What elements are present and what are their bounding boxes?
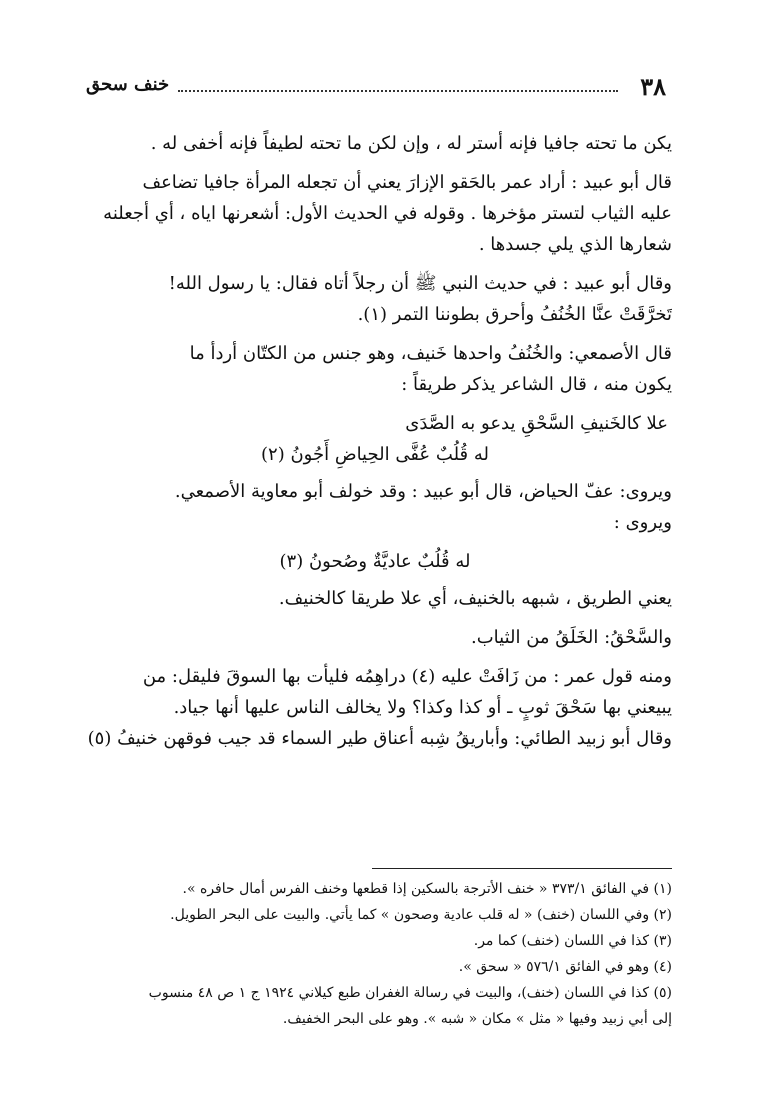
paragraph-8 [82, 661, 672, 754]
verse-line: علا كالخَنيفِ السَّحْقِ يدعو به الصَّدَى [405, 413, 668, 434]
text-line: يكون منه ، قال الشاعر يذكر طريقاً : [401, 374, 672, 395]
text-line: شعارها الذي يلي جسدها . [478, 234, 672, 255]
paragraph-1 [82, 128, 672, 159]
footnote-1: (١) في الفائق ٣٧٣/١ « خنف الأترجة بالسكين إذا قطعها وخنف الفرس أمال حافره ». [182, 881, 672, 897]
footnote-5-continued: إلى أبي زبيد وفيها « مثل » مكان « شبه ». وهو على البحر الخفيف. [282, 1011, 672, 1027]
verse-1 [82, 408, 672, 470]
text-line: تَخرَّقَتْ عنَّا الخُنُفُ وأحرق بطوننا التمر (١). [357, 304, 672, 325]
text-line: قال أبو عبيد : أراد عمر بالحَقو الإزارَ يعني أن تجعله المرأة جافيا تضاعف [142, 172, 672, 193]
text-line: ومنه قول عمر : من زَافَتْ عليه (٤) دراهِمُه فليأت بها السوقَ فليقل: من [142, 666, 672, 687]
running-header [86, 72, 666, 106]
footnote-2: (٢) وفي اللسان (خنف) « له قلب عادية وصحون » كما يأتي. والبيت على البحر الطويل. [170, 907, 672, 923]
paragraph-6 [82, 583, 672, 614]
text-line: وقال أبو زبيد الطائي: وأباريقُ شِبه أعناق طير السماء قد جيب فوقهن خنيفُ (٥) [87, 728, 672, 749]
verse-line: له قُلُبٌ عُفَّى الحِياضِ أَجُونُ (٢) [261, 444, 489, 465]
text-line: والسَّحْقُ: الخَلَقُ من الثياب. [470, 627, 672, 648]
text-line: عليه الثياب لتستر مؤخرها . وقوله في الحديث الأول: أشعرنها اياه ، أي أجعلنه [103, 203, 672, 224]
footnote-5: (٥) كذا في اللسان (خنف)، والبيت في رسالة الغفران طبع كيلاني ١٩٢٤ ج ١ ص ٤٨ منسوب [148, 985, 672, 1001]
header-title: خنف سحق [86, 74, 170, 95]
main-text [82, 128, 672, 762]
text-line: ويروى : [613, 512, 672, 533]
text-line: قال الأصمعي: والخُنُفُ واحدها خَنيف، وهو جنس من الكتّان أردأ ما [189, 343, 672, 364]
text-line: يبيعني بها سَحْقَ ثوبٍ ـ أو كذا وكذا؟ ولا يخالف الناس عليها أنها جياد. [173, 697, 672, 718]
text-line: ويروى: عفّ الحياض، قال أبو عبيد : وقد خولف أبو معاوية الأصمعي. [174, 481, 672, 502]
verse-line: له قُلُبٌ عاديَّةٌ وصُحونُ (٣) [279, 551, 471, 572]
text-line: وقال أبو عبيد : في حديث النبي ﷺ أن رجلاً أتاه فقال: يا رسول الله! [168, 273, 672, 294]
footnote-3: (٣) كذا في اللسان (خنف) كما مر. [473, 933, 672, 949]
page-number: ٣٨ [640, 72, 666, 101]
paragraph-2 [82, 167, 672, 260]
header-dotted-rule [178, 90, 618, 92]
paragraph-5 [82, 476, 672, 538]
verse-2 [82, 546, 672, 577]
text-line: يكن ما تحته جافيا فإنه أستر له ، وإن لكن ما تحته لطيفاً فإنه أخفى له . [150, 133, 672, 154]
paragraph-7 [82, 622, 672, 653]
footnotes [82, 876, 672, 1032]
text-line: يعني الطريق ، شبهه بالخنيف، أي علا طريقا كالخنيف. [278, 588, 672, 609]
paragraph-4 [82, 338, 672, 400]
paragraph-3 [82, 268, 672, 330]
footnote-separator [372, 868, 672, 869]
footnote-4: (٤) وهو في الفائق ٥٧٦/١ « سحق ». [458, 959, 672, 975]
